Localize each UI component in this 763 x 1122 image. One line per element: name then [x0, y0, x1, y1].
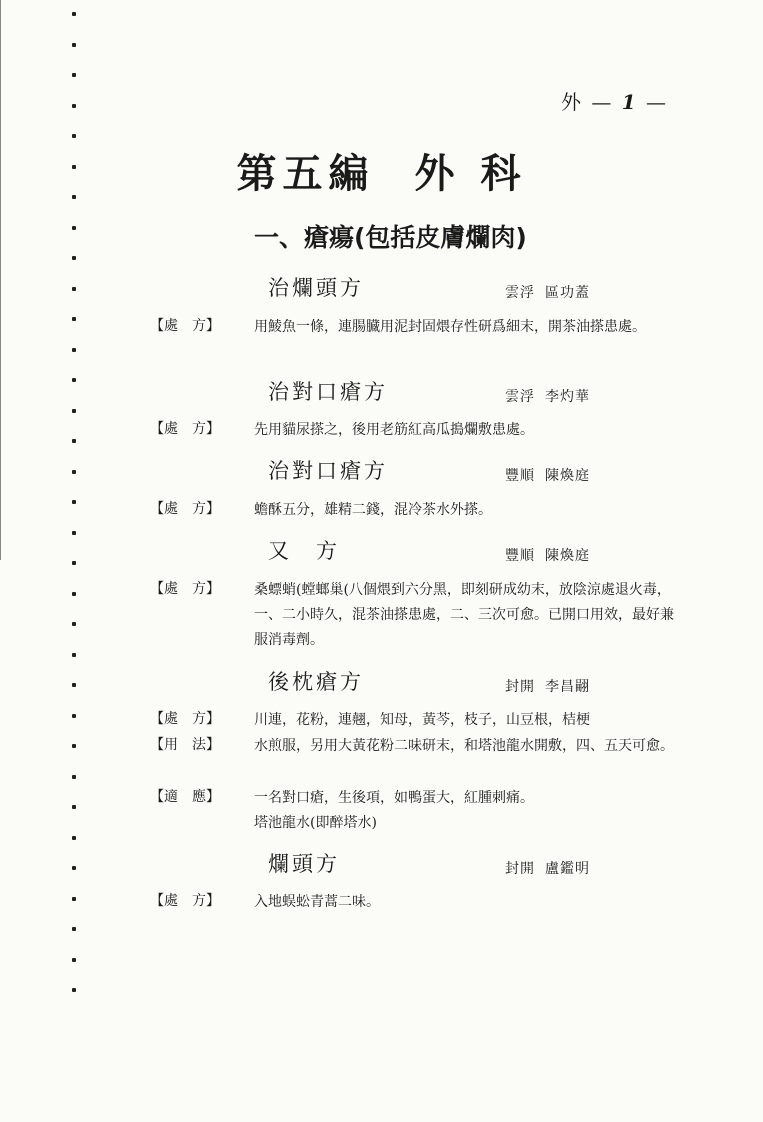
binding-hole [72, 897, 76, 901]
binding-hole [72, 348, 76, 352]
part-title [0, 142, 763, 199]
binding-hole [72, 988, 76, 992]
binding-hole [72, 775, 76, 779]
indication-text: 一名對口瘡，生後項，如鴨蛋大，紅腫刺痛。 [254, 790, 534, 806]
binding-hole [72, 378, 76, 382]
prescription-text: 蟾酥五分，雄精二錢，混冷茶水外搽。 [254, 502, 492, 518]
binding-hole [72, 958, 76, 962]
note-text: 塔池龍水(即醉塔水) [254, 815, 377, 831]
binding-hole [72, 744, 76, 748]
header-dash: — [646, 90, 668, 114]
entry-contributor [505, 858, 590, 878]
binding-hole [72, 592, 76, 596]
prescription-label: 【處 方】 [150, 318, 220, 334]
binding-hole [72, 714, 76, 718]
prescription-text: 用鯪魚一條，連腸臓用泥封固煨存性研爲細末，開茶油搽患處。 [254, 319, 646, 335]
binding-hole [72, 287, 76, 291]
binding-hole [72, 317, 76, 321]
usage-text: 水煎服，另用大黃花粉二味研末，和塔池龍水開敷，四、五天可愈。 [254, 738, 674, 754]
entry-contributor [505, 545, 590, 565]
entry-contributor [505, 386, 590, 406]
prescription-label: 【處 方】 [150, 421, 220, 437]
binding-hole [72, 866, 76, 870]
contributor-author: 陳煥庭 [545, 468, 590, 484]
prescription-label: 【處 方】 [150, 711, 220, 727]
contributor-place: 封開 [505, 679, 535, 695]
contributor-place: 雲浮 [505, 389, 535, 405]
entry-title: 治對口瘡方 [268, 380, 388, 404]
prescription-label: 【處 方】 [150, 581, 220, 597]
entry-title: 又 方 [268, 539, 340, 563]
contributor-place: 雲浮 [505, 285, 535, 301]
usage-label: 【用 法】 [150, 737, 220, 753]
entry-title: 後枕瘡方 [268, 670, 364, 694]
entry-title: 治爛頭方 [268, 276, 364, 300]
binding-hole [72, 43, 76, 47]
binding-hole [72, 683, 76, 687]
contributor-place: 封開 [505, 861, 535, 877]
entry-title: 治對口瘡方 [268, 459, 388, 483]
entry-contributor [505, 676, 590, 696]
prescription-text: 桑螵蛸(螳螂巢(八個煨到六分黑，即刻研成幼末，放陰涼處退火毒，一、二小時久，混茶油搽患處，二、三次可愈。已開口用效，最好兼服消毒劑。 [254, 582, 674, 648]
binding-hole [72, 226, 76, 230]
page-number: 1 [621, 90, 638, 114]
contributor-author: 李昌翤 [545, 679, 590, 695]
binding-hole [72, 531, 76, 535]
binding-hole [72, 134, 76, 138]
section-title: 一、瘡瘍(包括皮膚爛肉) [254, 223, 527, 252]
prescription-text: 入地蜈蚣青蒿二味。 [254, 894, 380, 910]
binding-hole [72, 439, 76, 443]
part-number: 第五編 [236, 150, 375, 197]
binding-hole [72, 12, 76, 16]
entry-contributor [505, 282, 590, 302]
contributor-author: 盧鑑明 [545, 861, 590, 877]
binding-hole [72, 500, 76, 504]
part-subject: 外 科 [414, 150, 527, 197]
binding-hole [72, 927, 76, 931]
binding-hole [72, 104, 76, 108]
contributor-author: 區功蓋 [545, 285, 590, 301]
prescription-text: 川連，花粉，連翹，知母，黃芩，枝子，山豆根，桔梗 [254, 712, 590, 728]
contributor-place: 豐順 [505, 548, 535, 564]
scan-fold-line [0, 0, 1, 560]
contributor-author: 陳煥庭 [545, 548, 590, 564]
entry-title: 爛頭方 [268, 852, 340, 876]
binding-hole [72, 470, 76, 474]
binding-hole [72, 653, 76, 657]
binding-hole [72, 836, 76, 840]
binding-hole [72, 561, 76, 565]
binding-hole [72, 805, 76, 809]
prescription-text: 先用貓尿搽之，後用老筋紅高瓜搗爛敷患處。 [254, 422, 534, 438]
header-prefix: 外 [561, 90, 583, 114]
indication-label: 【適 應】 [150, 789, 220, 805]
binding-hole [72, 409, 76, 413]
binding-hole [72, 622, 76, 626]
entry-contributor [505, 465, 590, 485]
header-dash: — [591, 90, 614, 114]
contributor-place: 豐順 [505, 468, 535, 484]
prescription-label: 【處 方】 [150, 893, 220, 909]
binding-hole [72, 73, 76, 77]
binding-hole [72, 256, 76, 260]
prescription-label: 【處 方】 [150, 501, 220, 517]
contributor-author: 李灼華 [545, 389, 590, 405]
page-header [561, 86, 668, 115]
